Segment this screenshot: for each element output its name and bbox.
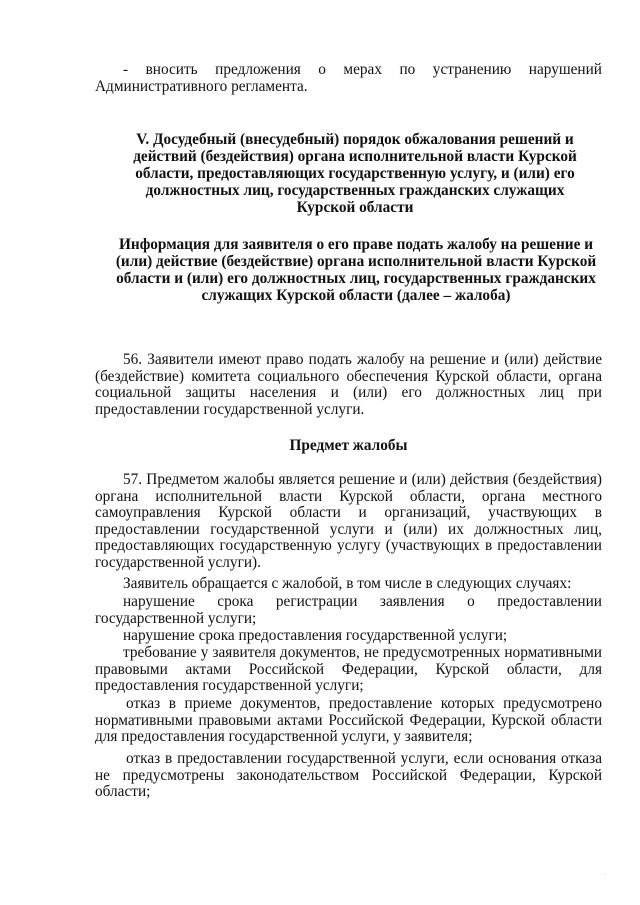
subject-title: Предмет жалобы: [289, 437, 408, 454]
case-service-refusal: отказ в предоставлении государственной услуги, если основания отказа не предусмотрены законодательством Российской Федерации, Курской области;: [95, 750, 602, 801]
cases-intro: Заявитель обращается с жалобой, в том числе в следующих случаях:: [123, 575, 572, 592]
info-title: Информация для заявителя о его праве подать жалобу на решение и (или) действие (бездействие) органа исполнительной власти Курской области и (или) его должностных лиц, государственных гражданских служащих Курской области (далее – жалоба): [115, 236, 597, 304]
paragraph-56: 56. Заявители имеют право подать жалобу на решение и (или) действие (бездействие) комитета социального обеспечения Курской области, органа социальной защиты населения и (или) его должностных лиц при предоставлении государственной услуги.: [95, 351, 602, 418]
case-service-term: нарушение срока предоставления государственной услуги;: [123, 627, 508, 644]
paragraph-57: 57. Предметом жалобы является решение и (или) действия (бездействия) органа исполнительной власти Курской области, органа местного самоуправления Курской области и организаций, участвующих в предоставлении государственной услуги и (или) их должностных лиц, предоставляющих государственную услугу (участвующих в предоставлении государственной услуги).: [95, 471, 602, 571]
section-title: V. Досудебный (внесудебный) порядок обжалования решений и действий (бездействия) органа исполнительной власти Курской области, предоставляющих государственную услугу, и (или) его должностных лиц, государственных гражданских служащих Курской области: [133, 131, 577, 216]
case-extra-documents: требование у заявителя документов, не предусмотренных нормативными правовыми актами Российской Федерации, Курской области, для предоставления государственной услуги;: [95, 644, 602, 695]
scan-dot: ·: [604, 872, 606, 878]
case-registration-term: нарушение срока регистрации заявления о предоставлении государственной услуги;: [95, 593, 602, 627]
case-document-refusal: отказ в приеме документов, предоставление которых предусмотрено нормативными правовыми актами Российской Федерации, Курской области для предоставления государственной услуги, у заявителя;: [95, 695, 602, 746]
intro-paragraph: - вносить предложения о мерах по устранению нарушений Административного регламента.: [95, 61, 602, 95]
